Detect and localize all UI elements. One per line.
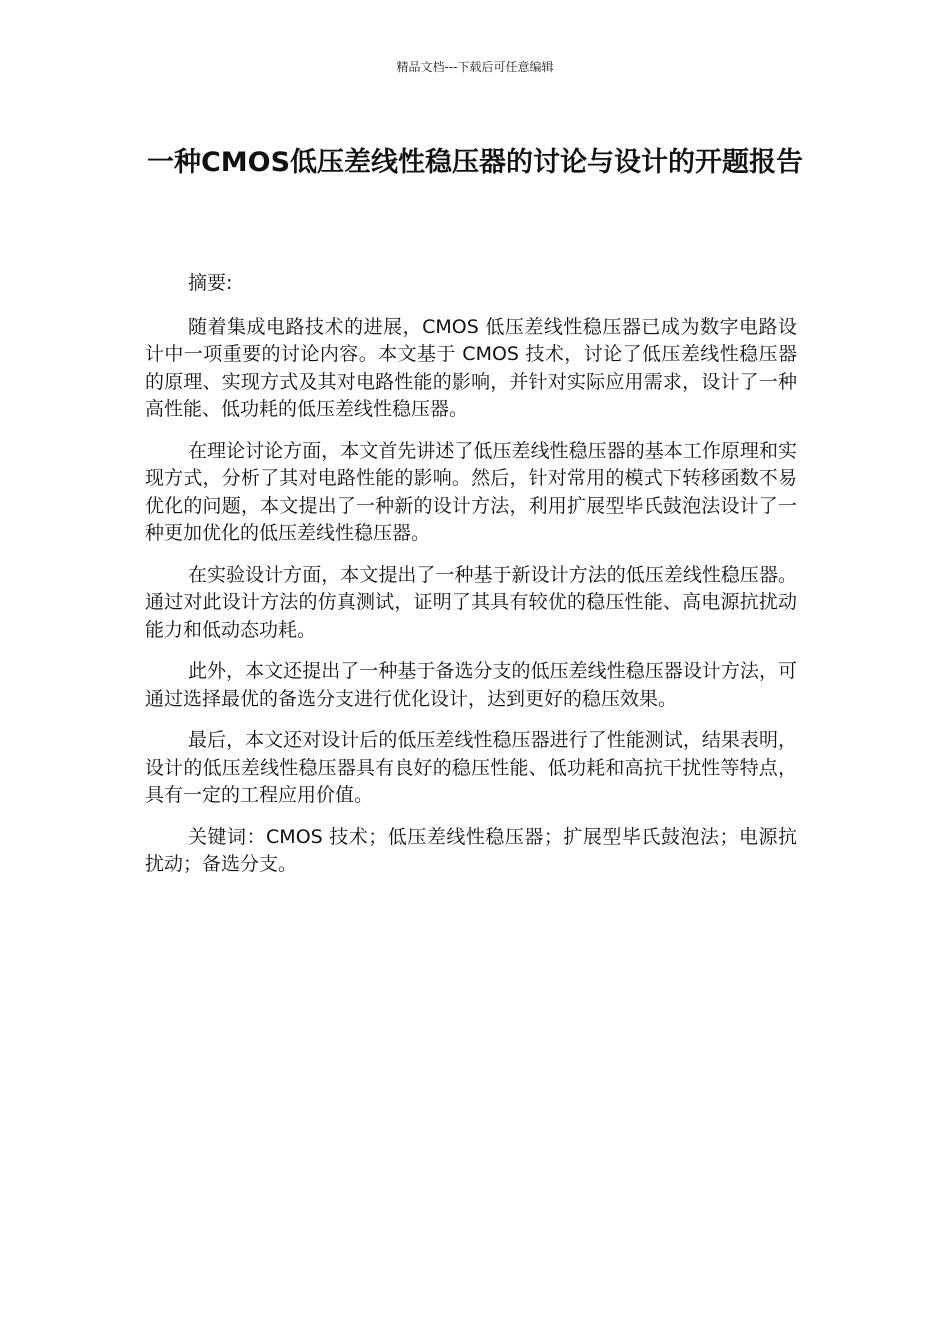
header-note: 精品文档---下载后可任意编辑 (396, 60, 554, 74)
paragraph-4: 此外，本文还提出了一种基于备选分支的低压差线性稳压器设计方法，可通过选择最优的备选分支进行优化设计，达到更好的稳压效果。 (145, 660, 797, 710)
paragraph-2: 在理论讨论方面，本文首先讲述了低压差线性稳压器的基本工作原理和实现方式，分析了其对电路性能的影响。然后，针对常用的模式下转移函数不易优化的问题，本文提出了一种新的设计方法，利用扩展型毕氏鼓泡法设计了一种更加优化的低压差线性稳压器。 (145, 439, 797, 544)
paragraph-1: 随着集成电路技术的进展，CMOS 低压差线性稳压器已成为数字电路设计中一项重要的讨论内容。本文基于 CMOS 技术，讨论了低压差线性稳压器的原理、实现方式及其对电路性能的影响，并针对实际应用需求，设计了一种高性能、低功耗的低压差线性稳压器。 (145, 315, 797, 420)
paragraph-3: 在实验设计方面，本文提出了一种基于新设计方法的低压差线性稳压器。通过对此设计方法的仿真测试，证明了其具有较优的稳压性能、高电源抗扰动能力和低动态功耗。 (145, 563, 797, 641)
keywords: 关键词：CMOS 技术；低压差线性稳压器；扩展型毕氏鼓泡法；电源抗扰动；备选分支。 (145, 825, 797, 875)
paragraph-5: 最后，本文还对设计后的低压差线性稳压器进行了性能测试，结果表明，设计的低压差线性稳压器具有良好的稳压性能、低功耗和高抗干扰性等特点，具有一定的工程应用价值。 (145, 729, 797, 806)
document-title: 一种CMOS低压差线性稳压器的讨论与设计的开题报告 (146, 147, 804, 178)
document-body (145, 270, 797, 893)
abstract-label: 摘要: (188, 272, 233, 294)
